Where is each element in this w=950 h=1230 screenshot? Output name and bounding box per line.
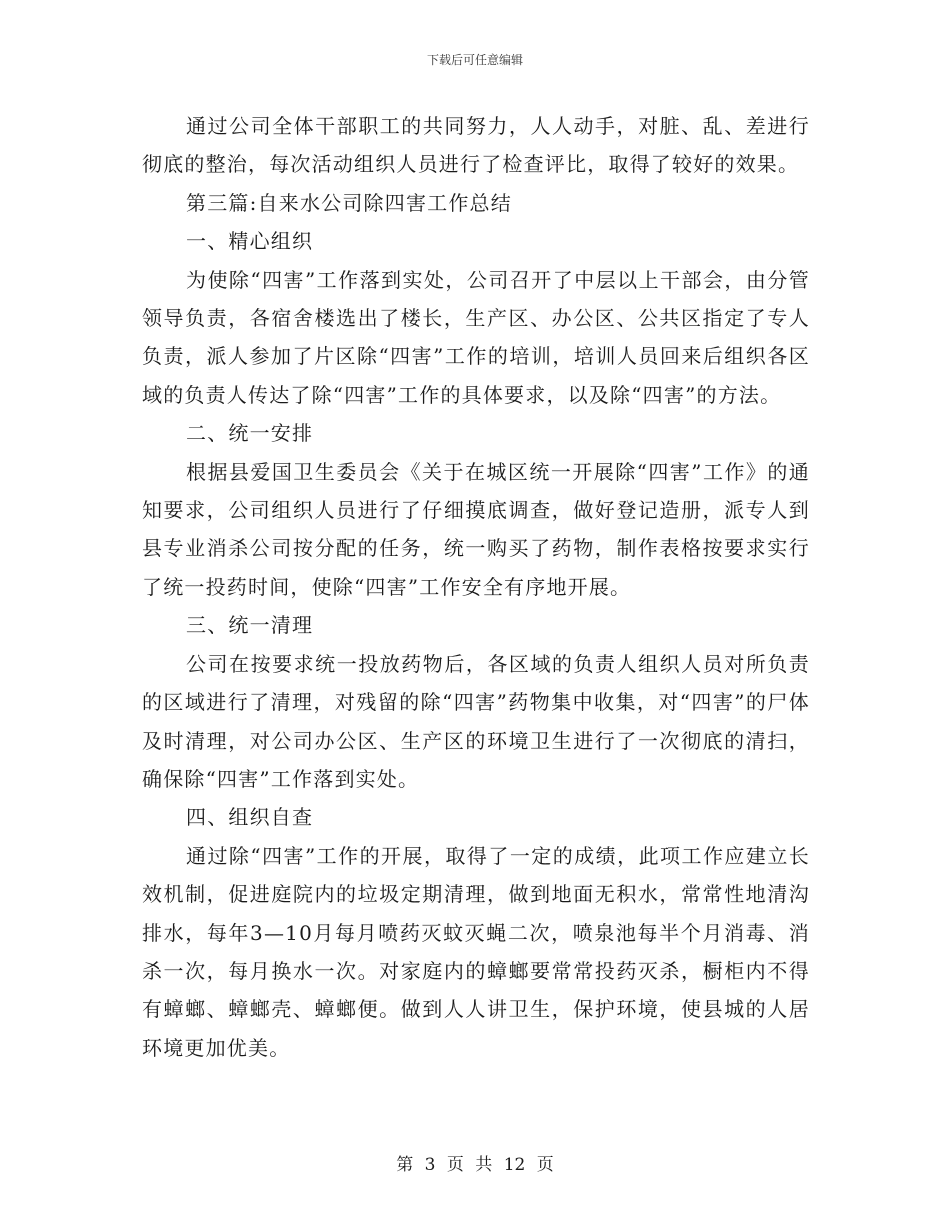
heading-unified-arrangement: 二、统一安排	[186, 421, 314, 446]
section-title: 第三篇:自来水公司除四害工作总结	[186, 190, 512, 215]
document-body	[142, 107, 810, 1067]
paragraph-organization: 为使除“四害”工作落到实处，公司召开了中层以上干部会，由分管领导负责，各宿舍楼选出了楼长，生产区、办公区、公共区指定了专人负责，派人参加了片区除“四害”工作的培训，培训人员回来后组织各区域的负责人传达了除“四害”工作的具体要求，以及除“四害”的方法。	[142, 267, 810, 407]
heading-self-inspection: 四、组织自查	[186, 805, 314, 830]
heading-unified-cleanup: 三、统一清理	[186, 613, 314, 638]
paragraph-arrangement: 根据县爱国卫生委员会《关于在城区统一开展除“四害”工作》的通知要求，公司组织人员进行了仔细摸底调查，做好登记造册，派专人到县专业消杀公司按分配的任务，统一购买了药物，制作表格按要求实行了统一投药时间，使除“四害”工作安全有序地开展。	[142, 459, 810, 599]
heading-careful-organization: 一、精心组织	[186, 229, 314, 254]
paragraph-intro-conclusion: 通过公司全体干部职工的共同努力，人人动手，对脏、乱、差进行彻底的整治，每次活动组织人员进行了检查评比，取得了较好的效果。	[142, 114, 810, 177]
paragraph-self-inspection: 通过除“四害”工作的开展，取得了一定的成绩，此项工作应建立长效机制，促进庭院内的垃圾定期清理，做到地面无积水，常常性地清沟排水，每年3—10月每月喷药灭蚊灭蝇二次，喷泉池每半个月消毒、消杀一次，每月换水一次。对家庭内的蟑螂要常常投药灭杀，橱柜内不得有蟑螂、蟑螂壳、蟑螂便。做到人人讲卫生，保护环境，使县城的人居环境更加优美。	[142, 843, 810, 1060]
page-footer: 第 3 页 共 12 页	[396, 1155, 554, 1175]
page-header: 下载后可任意编辑	[426, 53, 523, 67]
paragraph-cleanup: 公司在按要求统一投放药物后，各区域的负责人组织人员对所负责的区域进行了清理，对残留的除“四害”药物集中收集，对“四害”的尸体及时清理，对公司办公区、生产区的环境卫生进行了一次彻底的清扫，确保除“四害”工作落到实处。	[142, 651, 810, 791]
